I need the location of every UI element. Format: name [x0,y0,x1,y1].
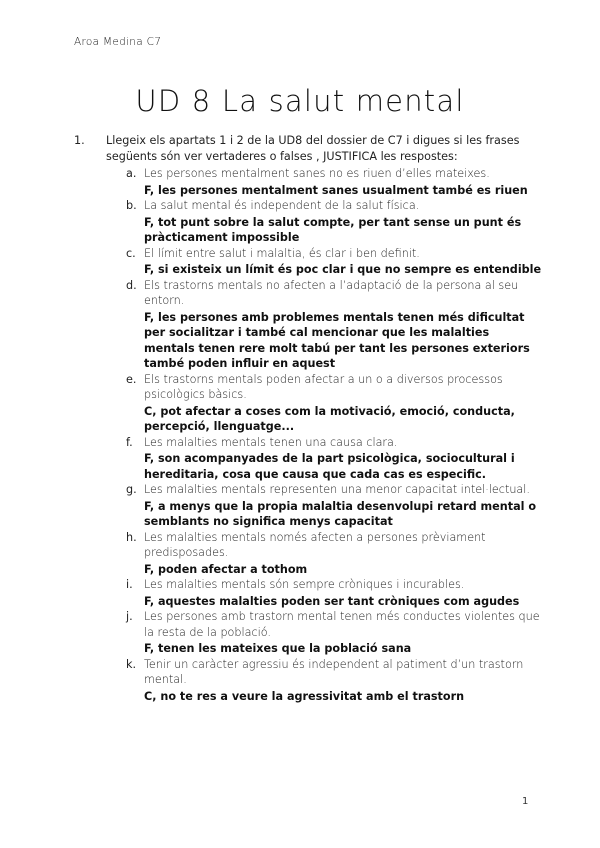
list-item-i [126,577,542,609]
list-item-f [126,435,542,483]
item-statement: Els trastorns mentals no afecten a l’adaptació de la persona al seu entorn. [144,278,519,307]
item-letter: e. [126,372,137,386]
item-answer: F, tenen les mateixes que la població sana [144,642,412,655]
item-answer: C, no te res a veure la agressivitat amb el trastorn [144,689,465,703]
item-answer: F, les persones mentalment sanes usualment també es riuen [144,183,528,197]
item-answer: C, pot afectar a coses com la motivació, emoció, conducta, percepció, llenguatge... [144,404,515,433]
item-letter: c. [126,246,136,260]
item-answer: F, aquestes malalties poden ser tant cròniques com agudes [144,594,520,608]
item-letter: d. [126,278,137,292]
item-statement: Tenir un caràcter agressiu és independent al patiment d’un trastorn mental. [144,657,524,686]
header-author: Aroa Medina C7 [74,36,162,48]
item-statement: La salut mental és independent de la salut física. [144,199,420,212]
item-statement: Les malalties mentals representen una menor capacitat intel·lectual. [144,483,530,496]
list-item-d [126,278,542,372]
list-item-c [126,246,542,278]
item-answer: F, poden afectar a tothom [144,562,308,576]
item-statement: El límit entre salut i malaltia, és clar i ben definit. [144,246,420,260]
item-statement: Les persones amb trastorn mental tenen més conductes violentes que la resta de la població. [144,610,540,639]
item-letter: g. [126,483,137,496]
question-text: Llegeix els apartats 1 i 2 de la UD8 del dossier de C7 i digues si les frases següents són ver vertaderes o falses , JUSTIFICA les respostes: [106,134,520,163]
list-item-e [126,372,542,435]
answer-list [80,166,542,704]
item-letter: k. [126,657,137,671]
page-number: 1 [522,796,529,807]
list-item-b [126,198,542,246]
question-number: 1. [74,134,85,147]
item-letter: i. [126,578,133,591]
item-answer: F, si existeix un límit és poc clar i que no sempre es entendible [144,263,542,276]
item-answer: F, a menys que la propia malaltia desenvolupi retard mental o semblants no significa menys capacitat [144,499,537,528]
list-item-a [126,166,542,198]
item-statement: Les persones mentalment sanes no es riuen d’elles mateixes. [144,167,490,180]
list-item-g [126,482,542,530]
question-1 [74,133,542,704]
item-answer: F, les persones amb problemes mentals tenen més dificultat per socialitzar i també cal mencionar que les malalties mentals tenen rere molt tabú per tant les persones exteriors també poden influir en aquest [144,310,530,370]
item-statement: Les malalties mentals només afecten a persones prèviament predisposades. [144,530,486,559]
item-statement: Les malalties mentals tenen una causa clara. [144,435,398,449]
list-item-k [126,657,542,705]
item-letter: j. [126,610,133,623]
item-letter: b. [126,199,137,212]
item-answer: F, son acompanyades de la part psicològica, sociocultural i hereditaria, cosa que causa que cada cas es especific. [144,452,515,481]
list-item-j [126,609,542,657]
item-statement: Les malalties mentals són sempre cròniques i incurables. [144,578,465,591]
item-letter: f. [126,435,133,449]
item-letter: a. [126,167,137,180]
list-item-h [126,530,542,578]
item-answer: F, tot punt sobre la salut compte, per tant sense un punt és pràcticament impossible [144,215,522,244]
page-title: UD 8 La salut mental [135,84,465,118]
item-letter: h. [126,530,137,544]
item-statement: Els trastorns mentals poden afectar a un o a diversos processos psicològics bàsics. [144,372,503,401]
